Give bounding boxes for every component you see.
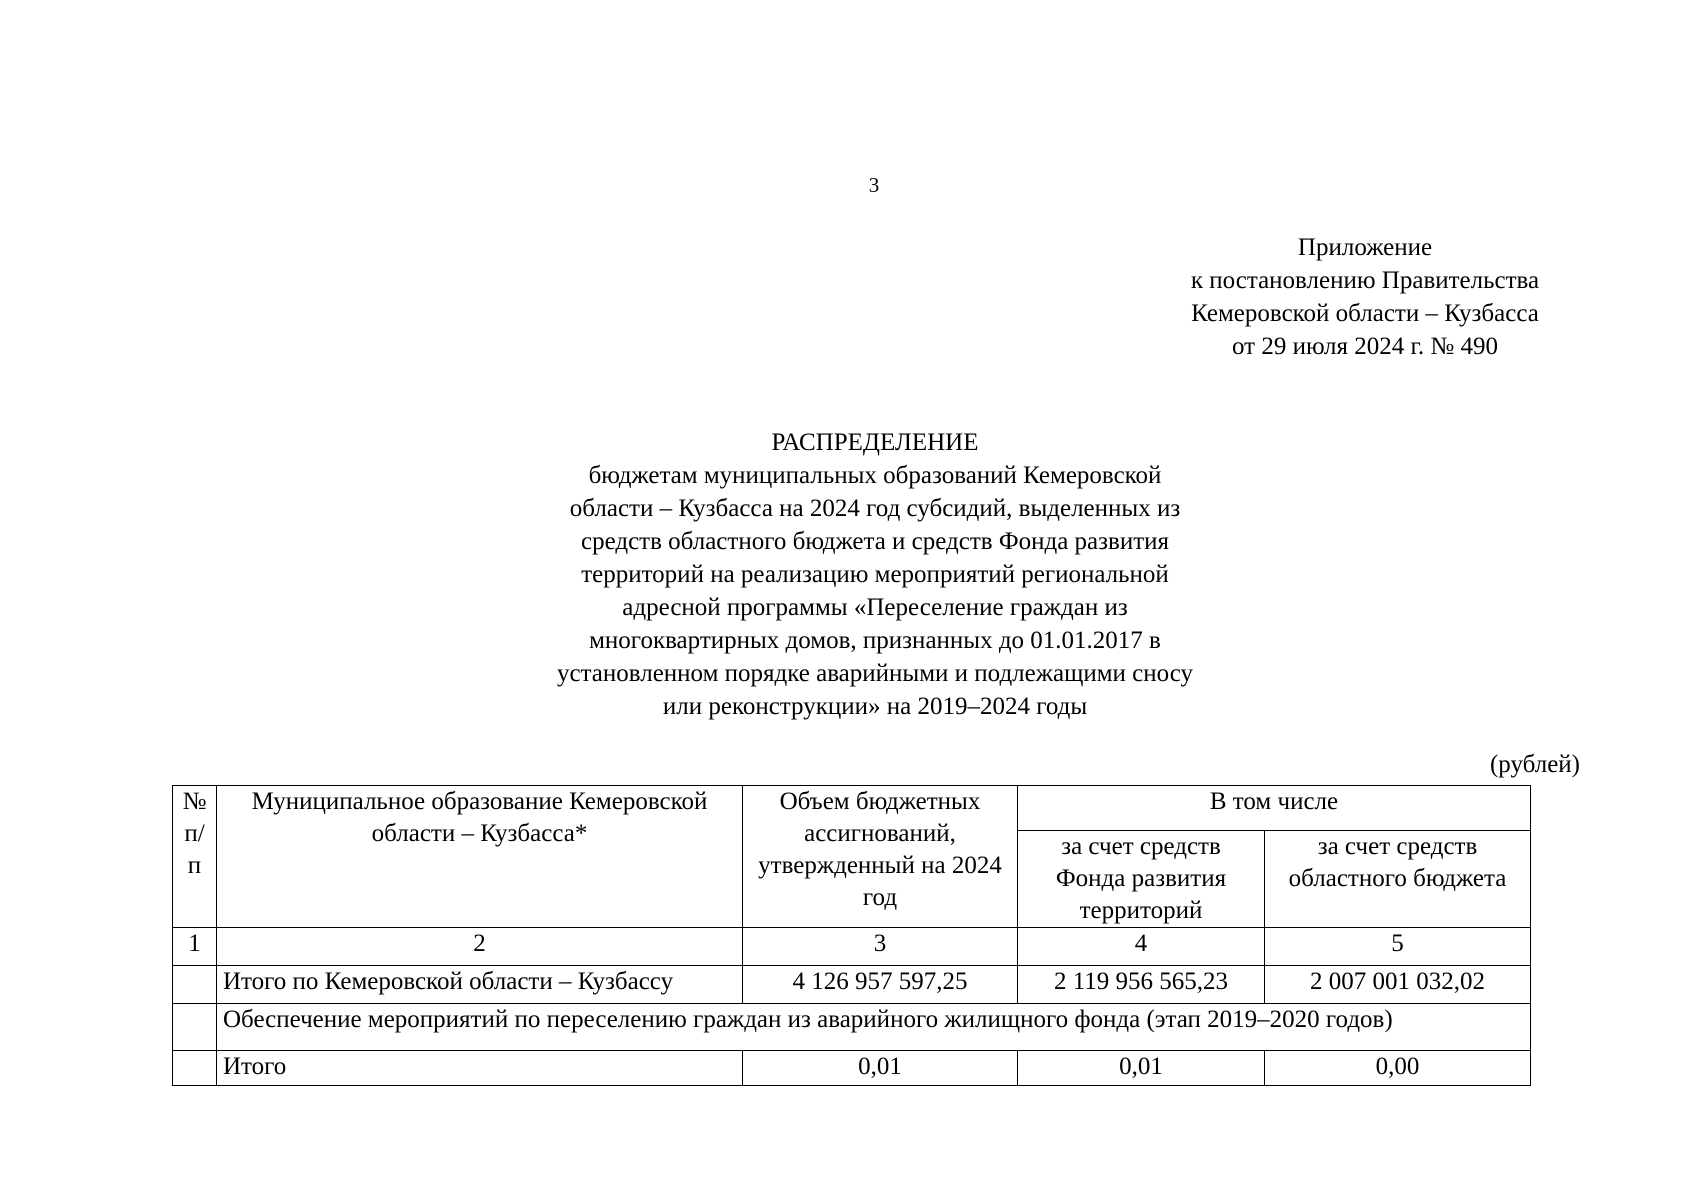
- total-num: [173, 966, 217, 1004]
- total-fund: 2 119 956 565,23: [1018, 966, 1265, 1004]
- header-fund: за счет средств Фонда развития территорий: [1018, 831, 1265, 928]
- title-line: средств областного бюджета и средств Фонда развития: [580, 528, 1169, 555]
- table-header-row: [173, 786, 1531, 831]
- table-row-section: [173, 1004, 1531, 1051]
- appendix-block: [1150, 231, 1580, 363]
- title-line: многоквартирных домов, признанных до 01.01.2017 в: [589, 627, 1161, 654]
- title-line: бюджетам муниципальных образований Кемеровской: [588, 462, 1162, 489]
- appendix-line-2: к постановлению Правительства: [1190, 267, 1540, 294]
- sum-fund: 0,01: [1018, 1051, 1265, 1086]
- title-line: территорий на реализацию мероприятий региональной: [581, 561, 1169, 588]
- column-number-row: [173, 928, 1531, 966]
- title-line: или реконструкции» на 2019–2024 годы: [662, 693, 1088, 720]
- column-number: 2: [217, 928, 743, 966]
- column-number: 4: [1018, 928, 1265, 966]
- column-number: 3: [743, 928, 1018, 966]
- total-regional: 2 007 001 032,02: [1265, 966, 1531, 1004]
- column-number: 1: [173, 928, 217, 966]
- header-volume: Объем бюджетных ассигнований, утвержденный на 2024 год: [743, 786, 1018, 928]
- appendix-line-4: от 29 июля 2024 г. № 490: [1231, 333, 1499, 360]
- document-title: [500, 426, 1250, 723]
- sum-regional: 0,00: [1265, 1051, 1531, 1086]
- currency-unit: (рублей): [1489, 751, 1580, 778]
- header-regional: за счет средств областного бюджета: [1265, 831, 1531, 928]
- section-num: [173, 1004, 217, 1051]
- header-municipality: Муниципальное образование Кемеровской области – Кузбасса*: [217, 786, 743, 928]
- distribution-table: [172, 785, 1531, 1086]
- sum-volume: 0,01: [743, 1051, 1018, 1086]
- title-heading: РАСПРЕДЕЛЕНИЕ: [771, 429, 979, 456]
- page-number: 3: [868, 173, 880, 197]
- header-including: В том числе: [1018, 786, 1531, 831]
- column-number: 5: [1265, 928, 1531, 966]
- title-line: адресной программы «Переселение граждан из: [622, 594, 1128, 621]
- appendix-line-3: Кемеровской области – Кузбасса: [1191, 300, 1539, 327]
- appendix-line-1: Приложение: [1297, 234, 1433, 261]
- table-row-sum: [173, 1051, 1531, 1086]
- total-volume: 4 126 957 597,25: [743, 966, 1018, 1004]
- title-line: области – Кузбасса на 2024 год субсидий, выделенных из: [569, 495, 1181, 522]
- total-name: Итого по Кемеровской области – Кузбассу: [217, 966, 743, 1004]
- title-line: установленном порядке аварийными и подлежащими сносу: [556, 660, 1194, 687]
- sum-num: [173, 1051, 217, 1086]
- header-num: № п/п: [173, 786, 217, 928]
- sum-name: Итого: [217, 1051, 743, 1086]
- section-title: Обеспечение мероприятий по переселению граждан из аварийного жилищного фонда (этап 2019–2020 годов): [217, 1004, 1531, 1051]
- table-row-total: [173, 966, 1531, 1004]
